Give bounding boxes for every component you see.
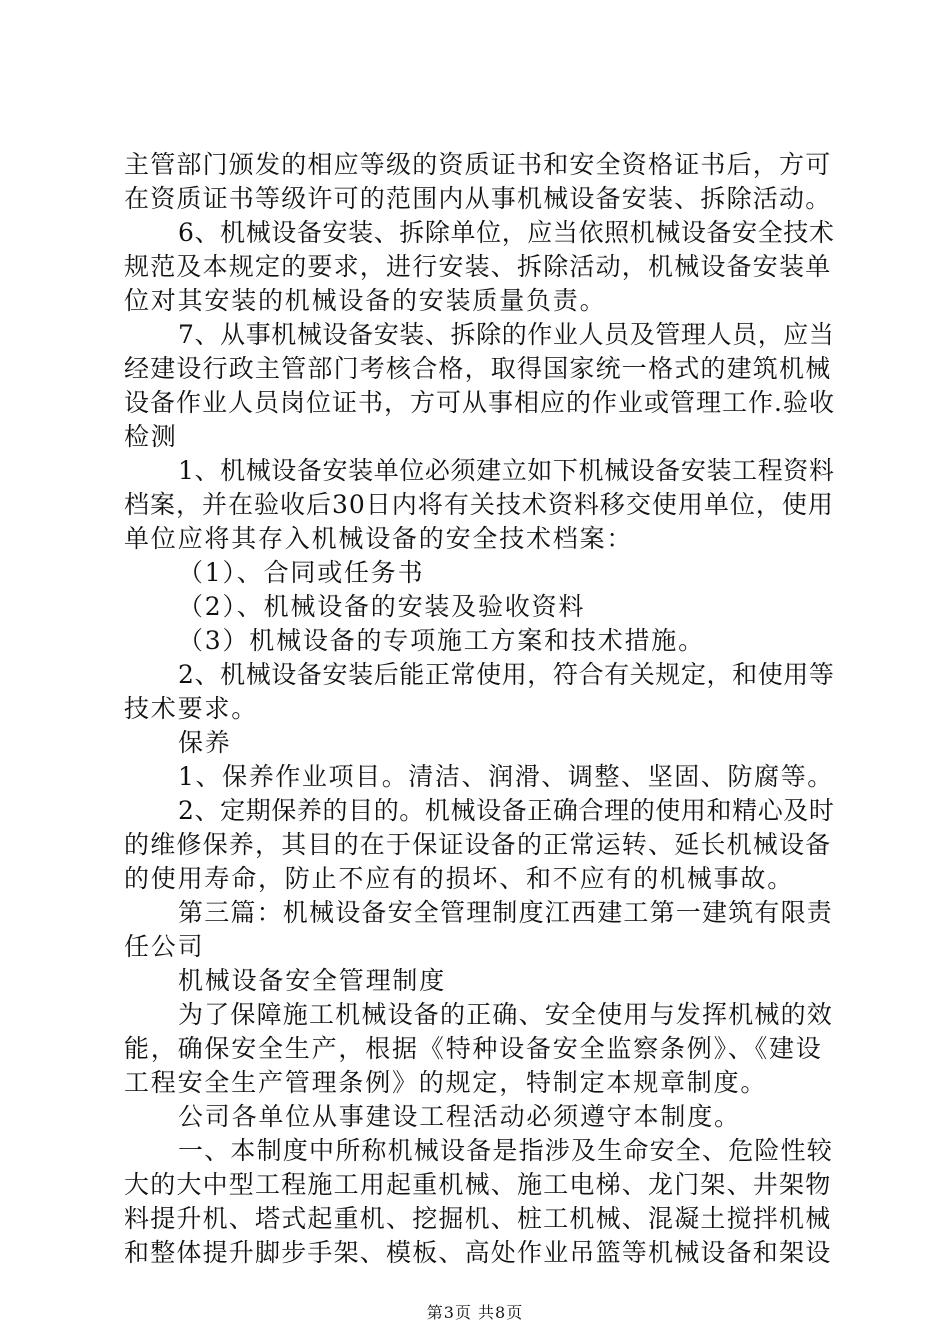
text-line: 的使用寿命，防止不应有的损坏、和不应有的机械事故。 xyxy=(124,864,795,893)
text-line: 料提升机、塔式起重机、挖掘机、桩工机械、混凝土搅拌机械 xyxy=(124,1204,832,1233)
text-line: 检测 xyxy=(124,422,178,451)
text-line: 任公司 xyxy=(124,932,205,961)
text-line: 规范及本规定的要求，进行安装、拆除活动，机械设备安装单 xyxy=(124,252,832,281)
text-line: 工程安全生产管理条例》的规定，特制定本规章制度。 xyxy=(124,1068,768,1097)
text-line: 2、定期保养的目的。机械设备正确合理的使用和精心及时 xyxy=(178,796,835,825)
text-line: （1）、合同或任务书 xyxy=(178,558,425,587)
text-line: 保养 xyxy=(178,728,232,757)
text-line: 公司各单位从事建设工程活动必须遵守本制度。 xyxy=(178,1102,741,1131)
page-footer: 第3页 共8页 xyxy=(426,1303,524,1322)
text-line: 技术要求。 xyxy=(124,694,259,723)
text-line: 档案，并在验收后30日内将有关技术资料移交使用单位，使用 xyxy=(124,490,834,519)
text-line: 2、机械设备安装后能正常使用，符合有关规定，和使用等 xyxy=(178,660,835,689)
text-line: 经建设行政主管部门考核合格，取得国家统一格式的建筑机械 xyxy=(124,354,832,383)
text-line: （3）机械设备的专项施工方案和技术措施。 xyxy=(178,626,705,655)
text-line: 为了保障施工机械设备的正确、安全使用与发挥机械的效 xyxy=(178,1000,834,1029)
text-line: 单位应将其存入机械设备的安全技术档案： xyxy=(124,524,634,553)
text-line: 能，确保安全生产，根据《特种设备安全监察条例》、《建设 xyxy=(124,1034,823,1063)
document-body xyxy=(124,148,836,1270)
text-line: 7、从事机械设备安装、拆除的作业人员及管理人员，应当 xyxy=(178,320,835,349)
text-line: 设备作业人员岗位证书，方可从事相应的作业或管理工作.验收 xyxy=(124,388,835,417)
text-line: 主管部门颁发的相应等级的资质证书和安全资格证书后，方可 xyxy=(124,150,832,179)
text-line: 和整体提升脚步手架、模板、高处作业吊篮等机械设备和架设 xyxy=(124,1238,832,1267)
text-line: （2）、机械设备的安装及验收资料 xyxy=(178,592,586,621)
text-line: 大的大中型工程施工用起重机械、施工电梯、龙门架、井架物 xyxy=(124,1170,832,1199)
text-line: 1、保养作业项目。清洁、润滑、调整、坚固、防腐等。 xyxy=(178,762,834,791)
text-line: 位对其安装的机械设备的安装质量负责。 xyxy=(124,286,607,315)
text-line: 在资质证书等级许可的范围内从事机械设备安装、拆除活动。 xyxy=(124,184,832,213)
text-line: 机械设备安全管理制度 xyxy=(178,966,447,995)
text-line: 6、机械设备安装、拆除单位，应当依照机械设备安全技术 xyxy=(178,218,835,247)
text-line: 1、机械设备安装单位必须建立如下机械设备安装工程资料 xyxy=(178,456,835,485)
text-line: 的维修保养，其目的在于保证设备的正常运转、延长机械设备 xyxy=(124,830,832,859)
text-line: 一、本制度中所称机械设备是指涉及生命安全、危险性较 xyxy=(178,1136,834,1165)
text-line: 第三篇：机械设备安全管理制度江西建工第一建筑有限责 xyxy=(178,898,834,927)
